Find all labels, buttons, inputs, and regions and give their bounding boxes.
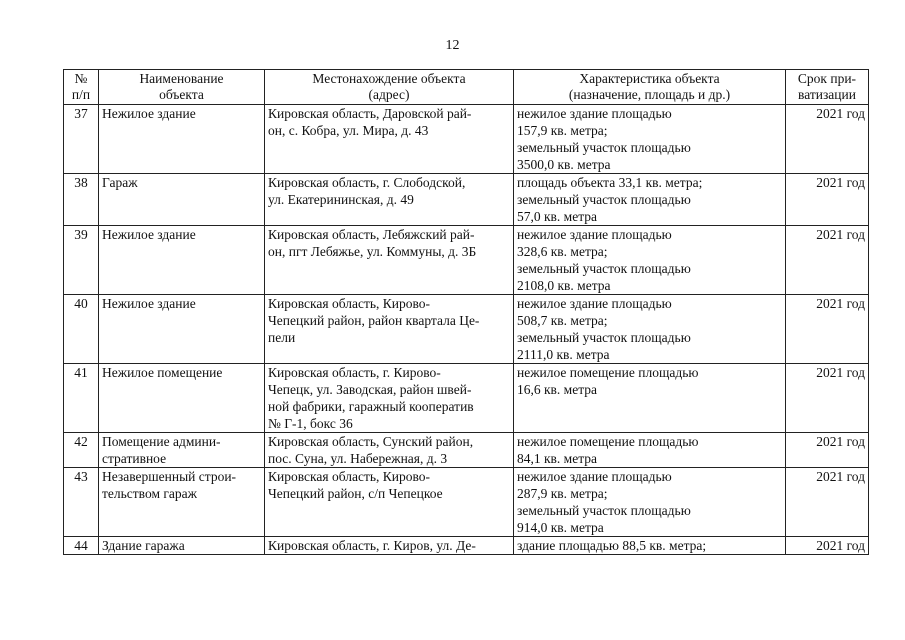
cell-address: Кировская область, Сунский район, пос. Суна, ул. Набережная, д. 3: [265, 433, 514, 468]
cell-num: 41: [64, 364, 99, 433]
table-row: [64, 468, 869, 537]
cell-term: 2021 год: [786, 468, 869, 537]
cell-term: 2021 год: [786, 537, 869, 555]
cell-name: Нежилое здание: [99, 226, 265, 295]
cell-name: Нежилое здание: [99, 295, 265, 364]
cell-name: Здание гаража: [99, 537, 265, 555]
cell-address: Кировская область, г. Слободской, ул. Екатерининская, д. 49: [265, 174, 514, 226]
cell-address: Кировская область, Кирово- Чепецкий район, с/п Чепецкое: [265, 468, 514, 537]
cell-term: 2021 год: [786, 105, 869, 174]
cell-characteristics: площадь объекта 33,1 кв. метра; земельный участок площадью 57,0 кв. метра: [514, 174, 786, 226]
cell-term: 2021 год: [786, 364, 869, 433]
cell-address: Кировская область, г. Киров, ул. Де-: [265, 537, 514, 555]
cell-num: 37: [64, 105, 99, 174]
table-row: [64, 295, 869, 364]
header-characteristics: Характеристика объекта (назначение, площадь и др.): [514, 70, 786, 105]
cell-name: Незавершенный строи- тельством гараж: [99, 468, 265, 537]
table-row: [64, 364, 869, 433]
cell-term: 2021 год: [786, 295, 869, 364]
cell-num: 39: [64, 226, 99, 295]
cell-characteristics: нежилое помещение площадью 84,1 кв. метра: [514, 433, 786, 468]
header-num: № п/п: [64, 70, 99, 105]
cell-address: Кировская область, Кирово- Чепецкий район, район квартала Це- пели: [265, 295, 514, 364]
cell-term: 2021 год: [786, 433, 869, 468]
cell-num: 42: [64, 433, 99, 468]
cell-name: Нежилое помещение: [99, 364, 265, 433]
cell-term: 2021 год: [786, 174, 869, 226]
header-address: Местонахождение объекта (адрес): [265, 70, 514, 105]
table-row: [64, 105, 869, 174]
cell-characteristics: здание площадью 88,5 кв. метра;: [514, 537, 786, 555]
cell-characteristics: нежилое здание площадью 157,9 кв. метра; земельный участок площадью 3500,0 кв. метра: [514, 105, 786, 174]
cell-num: 43: [64, 468, 99, 537]
table-header-row: [64, 70, 869, 105]
cell-name: Помещение админи- стративное: [99, 433, 265, 468]
cell-num: 38: [64, 174, 99, 226]
cell-name: Нежилое здание: [99, 105, 265, 174]
cell-address: Кировская область, г. Кирово- Чепецк, ул. Заводская, район швей- ной фабрики, гаражный кооператив № Г-1, бокс 36: [265, 364, 514, 433]
cell-address: Кировская область, Даровской рай- он, с. Кобра, ул. Мира, д. 43: [265, 105, 514, 174]
cell-num: 44: [64, 537, 99, 555]
cell-characteristics: нежилое помещение площадью 16,6 кв. метра: [514, 364, 786, 433]
header-term: Срок при- ватизации: [786, 70, 869, 105]
table-row: [64, 174, 869, 226]
cell-term: 2021 год: [786, 226, 869, 295]
table-row: [64, 226, 869, 295]
table-row: [64, 537, 869, 555]
table-row: [64, 433, 869, 468]
cell-characteristics: нежилое здание площадью 287,9 кв. метра; земельный участок площадью 914,0 кв. метра: [514, 468, 786, 537]
page-number: 12: [445, 38, 460, 53]
cell-characteristics: нежилое здание площадью 328,6 кв. метра; земельный участок площадью 2108,0 кв. метра: [514, 226, 786, 295]
cell-characteristics: нежилое здание площадью 508,7 кв. метра; земельный участок площадью 2111,0 кв. метра: [514, 295, 786, 364]
cell-address: Кировская область, Лебяжский рай- он, пгт Лебяжье, ул. Коммуны, д. 3Б: [265, 226, 514, 295]
cell-num: 40: [64, 295, 99, 364]
header-name: Наименование объекта: [99, 70, 265, 105]
privatization-table: [63, 69, 869, 555]
cell-name: Гараж: [99, 174, 265, 226]
